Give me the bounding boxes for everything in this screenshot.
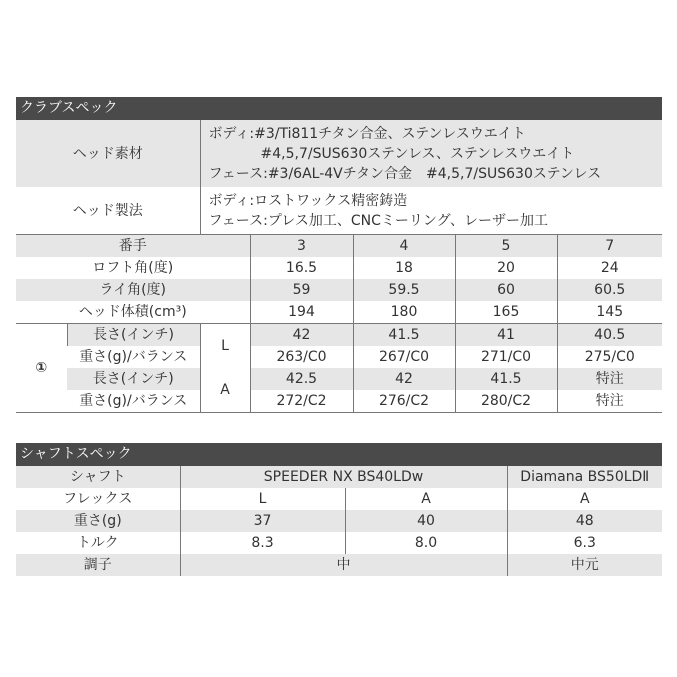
club-spec-title: クラブスペック <box>16 97 662 120</box>
cell: 60.5 <box>557 279 662 301</box>
cell: 4 <box>353 235 455 258</box>
cell: 5 <box>455 235 557 258</box>
cell: 165 <box>455 301 557 324</box>
table-row <box>16 324 662 347</box>
shaft-spec-title: シャフトスペック <box>16 443 662 466</box>
cell: 267/C0 <box>353 346 455 368</box>
cell: 7 <box>557 235 662 258</box>
cell: 中元 <box>507 554 662 576</box>
material-line: ボディ:#3/Ti811チタン合金、ステンレスウエイト <box>208 125 526 142</box>
cell: 194 <box>250 301 353 324</box>
cell: 280/C2 <box>455 390 557 413</box>
cell: A <box>345 488 507 510</box>
cell: 中 <box>180 554 507 576</box>
table-row <box>16 235 662 258</box>
table-row <box>16 368 662 390</box>
head-material-value <box>200 120 662 187</box>
cell: 6.3 <box>507 532 662 554</box>
cell: 41.5 <box>455 368 557 390</box>
cell: A <box>507 488 662 510</box>
cell: 59.5 <box>353 279 455 301</box>
table-row <box>16 301 662 324</box>
club-spec-table <box>16 120 662 413</box>
table-row <box>16 554 662 576</box>
cell: 272/C2 <box>250 390 353 413</box>
row-label: 長さ(インチ) <box>67 324 200 347</box>
row-label: トルク <box>16 532 180 554</box>
row-label: ヘッド体積(cm³) <box>16 301 250 324</box>
cell: 8.0 <box>345 532 507 554</box>
material-line: #4,5,7/SUS630ステンレス、ステンレスウエイト <box>260 145 575 162</box>
cell: 48 <box>507 510 662 532</box>
cell: 41 <box>455 324 557 347</box>
method-line: ボディ:ロストワックス精密鋳造 <box>208 192 408 209</box>
cell: SPEEDER NX BS40LDw <box>180 466 507 488</box>
shaft-spec-table <box>16 466 662 576</box>
head-method-label: ヘッド製法 <box>16 187 200 235</box>
row-label: フレックス <box>16 488 180 510</box>
cell: L <box>180 488 345 510</box>
cell: 8.3 <box>180 532 345 554</box>
cell: 40.5 <box>557 324 662 347</box>
row-label: 調子 <box>16 554 180 576</box>
cell: 37 <box>180 510 345 532</box>
cell: 59 <box>250 279 353 301</box>
cell: 42 <box>353 368 455 390</box>
table-row <box>16 257 662 279</box>
row-label: ライ角(度) <box>16 279 250 301</box>
cell: 42 <box>250 324 353 347</box>
row-label: 重さ(g)/バランス <box>67 346 200 368</box>
cell: 40 <box>345 510 507 532</box>
cell: 3 <box>250 235 353 258</box>
table-row <box>16 390 662 413</box>
cell: 18 <box>353 257 455 279</box>
method-line: フェース:プレス加工、CNCミーリング、レーザー加工 <box>208 212 549 229</box>
shaft-marker: ① <box>16 324 67 413</box>
table-row <box>16 346 662 368</box>
row-label: 重さ(g) <box>16 510 180 532</box>
cell: 271/C0 <box>455 346 557 368</box>
row-label: 重さ(g)/バランス <box>67 390 200 413</box>
row-label: 番手 <box>16 235 250 258</box>
head-material-label: ヘッド素材 <box>16 120 200 187</box>
cell: 特注 <box>557 390 662 413</box>
cell: 275/C0 <box>557 346 662 368</box>
cell: 276/C2 <box>353 390 455 413</box>
cell: 180 <box>353 301 455 324</box>
material-line: フェース:#3/6AL-4Vチタン合金 #4,5,7/SUS630ステンレス <box>208 165 602 182</box>
row-label: 長さ(インチ) <box>67 368 200 390</box>
cell: 42.5 <box>250 368 353 390</box>
cell: 263/C0 <box>250 346 353 368</box>
row-label: ロフト角(度) <box>16 257 250 279</box>
table-row <box>16 510 662 532</box>
cell: 41.5 <box>353 324 455 347</box>
cell: 145 <box>557 301 662 324</box>
flex-label: A <box>200 368 250 413</box>
table-row <box>16 279 662 301</box>
flex-label: L <box>200 324 250 369</box>
cell: 16.5 <box>250 257 353 279</box>
head-method-row <box>16 187 662 235</box>
table-row <box>16 532 662 554</box>
cell: 60 <box>455 279 557 301</box>
cell: 24 <box>557 257 662 279</box>
cell: 特注 <box>557 368 662 390</box>
table-row <box>16 488 662 510</box>
head-method-value <box>200 187 662 235</box>
table-row <box>16 466 662 488</box>
row-label: シャフト <box>16 466 180 488</box>
head-material-row <box>16 120 662 187</box>
cell: 20 <box>455 257 557 279</box>
cell: Diamana BS50LDⅡ <box>507 466 662 488</box>
